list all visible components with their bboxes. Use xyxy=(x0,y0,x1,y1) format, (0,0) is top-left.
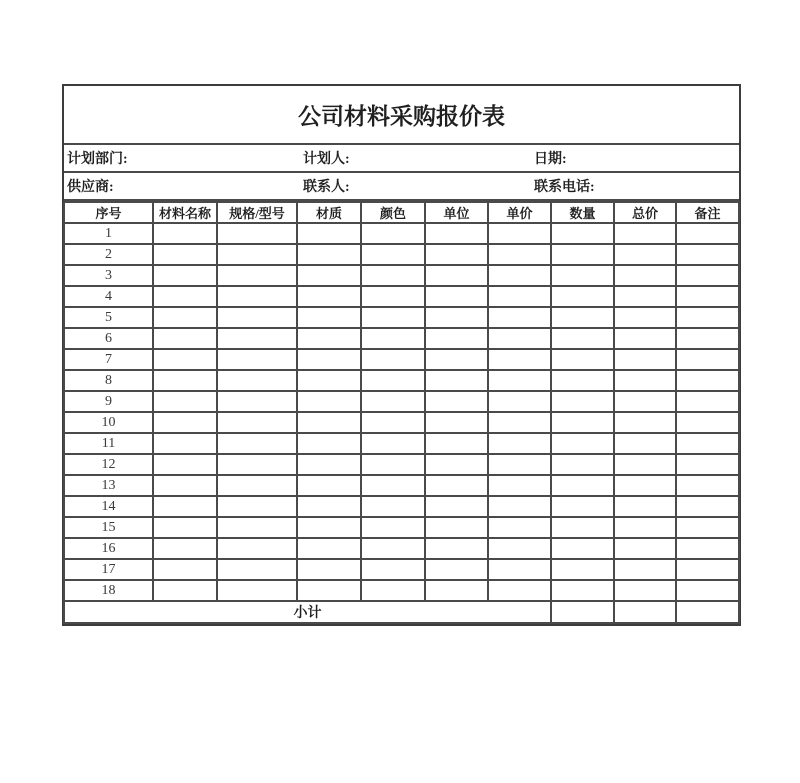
empty-cell xyxy=(614,559,676,580)
empty-cell xyxy=(425,370,488,391)
info-row-plan xyxy=(64,145,739,173)
form-title: 公司材料采购报价表 xyxy=(64,86,739,145)
table-row xyxy=(64,349,739,370)
empty-cell xyxy=(153,538,217,559)
column-header-material-name: 材料名称 xyxy=(153,202,217,223)
empty-cell xyxy=(217,286,297,307)
empty-cell xyxy=(614,328,676,349)
empty-cell xyxy=(297,412,361,433)
empty-cell xyxy=(217,538,297,559)
empty-cell xyxy=(217,580,297,601)
empty-cell xyxy=(361,517,425,538)
empty-cell xyxy=(551,265,614,286)
empty-cell xyxy=(217,433,297,454)
empty-cell xyxy=(153,349,217,370)
empty-cell xyxy=(614,496,676,517)
quotation-form xyxy=(62,84,741,626)
empty-cell xyxy=(297,265,361,286)
empty-cell xyxy=(217,370,297,391)
empty-cell xyxy=(153,370,217,391)
empty-cell xyxy=(676,580,739,601)
empty-cell xyxy=(488,349,551,370)
column-header-serial: 序号 xyxy=(64,202,153,223)
row-number-cell: 6 xyxy=(64,328,153,349)
empty-cell xyxy=(153,265,217,286)
empty-cell xyxy=(676,496,739,517)
empty-cell xyxy=(425,559,488,580)
empty-cell xyxy=(217,307,297,328)
empty-cell xyxy=(551,496,614,517)
empty-cell xyxy=(153,454,217,475)
empty-cell xyxy=(297,286,361,307)
empty-cell xyxy=(488,223,551,244)
empty-cell xyxy=(297,559,361,580)
empty-cell xyxy=(488,328,551,349)
empty-cell xyxy=(614,454,676,475)
empty-cell xyxy=(217,559,297,580)
row-number-cell: 5 xyxy=(64,307,153,328)
empty-cell xyxy=(297,244,361,265)
empty-cell xyxy=(551,580,614,601)
empty-cell xyxy=(297,496,361,517)
empty-cell xyxy=(614,286,676,307)
table-row xyxy=(64,391,739,412)
empty-cell xyxy=(153,475,217,496)
empty-cell xyxy=(551,391,614,412)
empty-cell xyxy=(153,412,217,433)
subtotal-row xyxy=(64,601,739,623)
column-header-unit: 单位 xyxy=(425,202,488,223)
empty-cell xyxy=(217,475,297,496)
items-table xyxy=(63,201,740,624)
row-number-cell: 7 xyxy=(64,349,153,370)
empty-cell xyxy=(488,265,551,286)
empty-cell xyxy=(676,475,739,496)
empty-cell xyxy=(614,307,676,328)
empty-cell xyxy=(297,370,361,391)
empty-cell xyxy=(676,559,739,580)
empty-cell xyxy=(425,454,488,475)
table-row xyxy=(64,433,739,454)
table-body xyxy=(64,223,739,601)
column-header-unit-price: 单价 xyxy=(488,202,551,223)
empty-cell xyxy=(614,349,676,370)
empty-cell xyxy=(676,412,739,433)
empty-cell xyxy=(551,349,614,370)
empty-cell xyxy=(361,454,425,475)
empty-cell xyxy=(488,454,551,475)
subtotal-quantity-cell xyxy=(551,601,614,623)
empty-cell xyxy=(488,244,551,265)
subtotal-label-cell: 小计 xyxy=(64,601,551,623)
empty-cell xyxy=(425,349,488,370)
field-plan-department-label: 计划部门: xyxy=(67,152,128,167)
column-header-total-price: 总价 xyxy=(614,202,676,223)
empty-cell xyxy=(488,307,551,328)
row-number-cell: 16 xyxy=(64,538,153,559)
empty-cell xyxy=(551,328,614,349)
empty-cell xyxy=(488,559,551,580)
empty-cell xyxy=(297,538,361,559)
table-row xyxy=(64,265,739,286)
empty-cell xyxy=(488,517,551,538)
field-contact-person-label: 联系人: xyxy=(303,180,350,195)
empty-cell xyxy=(676,517,739,538)
row-number-cell: 2 xyxy=(64,244,153,265)
empty-cell xyxy=(488,538,551,559)
empty-cell xyxy=(614,517,676,538)
row-number-cell: 3 xyxy=(64,265,153,286)
row-number-cell: 8 xyxy=(64,370,153,391)
empty-cell xyxy=(153,391,217,412)
empty-cell xyxy=(614,538,676,559)
empty-cell xyxy=(297,349,361,370)
empty-cell xyxy=(614,223,676,244)
subtotal-remarks-cell xyxy=(676,601,739,623)
empty-cell xyxy=(676,433,739,454)
empty-cell xyxy=(425,475,488,496)
empty-cell xyxy=(297,475,361,496)
subtotal-total-price-cell xyxy=(614,601,676,623)
empty-cell xyxy=(153,517,217,538)
empty-cell xyxy=(217,517,297,538)
empty-cell xyxy=(614,475,676,496)
empty-cell xyxy=(361,391,425,412)
empty-cell xyxy=(361,433,425,454)
empty-cell xyxy=(297,391,361,412)
empty-cell xyxy=(217,349,297,370)
empty-cell xyxy=(488,475,551,496)
column-header-remarks: 备注 xyxy=(676,202,739,223)
empty-cell xyxy=(676,349,739,370)
empty-cell xyxy=(361,580,425,601)
empty-cell xyxy=(153,433,217,454)
empty-cell xyxy=(153,223,217,244)
empty-cell xyxy=(614,580,676,601)
empty-cell xyxy=(425,265,488,286)
row-number-cell: 17 xyxy=(64,559,153,580)
empty-cell xyxy=(361,286,425,307)
empty-cell xyxy=(425,223,488,244)
table-row xyxy=(64,475,739,496)
row-number-cell: 12 xyxy=(64,454,153,475)
header-row xyxy=(64,202,739,223)
empty-cell xyxy=(425,433,488,454)
empty-cell xyxy=(425,307,488,328)
empty-cell xyxy=(153,286,217,307)
empty-cell xyxy=(217,244,297,265)
row-number-cell: 15 xyxy=(64,517,153,538)
empty-cell xyxy=(425,391,488,412)
empty-cell xyxy=(361,328,425,349)
empty-cell xyxy=(297,223,361,244)
column-header-color: 颜色 xyxy=(361,202,425,223)
empty-cell xyxy=(551,223,614,244)
empty-cell xyxy=(361,559,425,580)
empty-cell xyxy=(614,391,676,412)
empty-cell xyxy=(676,244,739,265)
empty-cell xyxy=(614,433,676,454)
empty-cell xyxy=(217,412,297,433)
empty-cell xyxy=(297,433,361,454)
empty-cell xyxy=(425,538,488,559)
row-number-cell: 18 xyxy=(64,580,153,601)
field-date-label: 日期: xyxy=(534,152,567,167)
empty-cell xyxy=(551,454,614,475)
empty-cell xyxy=(153,559,217,580)
empty-cell xyxy=(488,433,551,454)
empty-cell xyxy=(488,286,551,307)
empty-cell xyxy=(361,370,425,391)
row-number-cell: 4 xyxy=(64,286,153,307)
empty-cell xyxy=(297,580,361,601)
field-planner-label: 计划人: xyxy=(303,152,350,167)
empty-cell xyxy=(551,244,614,265)
empty-cell xyxy=(425,244,488,265)
table-row xyxy=(64,244,739,265)
empty-cell xyxy=(551,559,614,580)
empty-cell xyxy=(676,307,739,328)
empty-cell xyxy=(676,391,739,412)
empty-cell xyxy=(551,286,614,307)
empty-cell xyxy=(297,517,361,538)
empty-cell xyxy=(217,265,297,286)
empty-cell xyxy=(488,580,551,601)
empty-cell xyxy=(425,580,488,601)
empty-cell xyxy=(361,496,425,517)
empty-cell xyxy=(676,370,739,391)
table-row xyxy=(64,370,739,391)
empty-cell xyxy=(153,496,217,517)
empty-cell xyxy=(217,328,297,349)
row-number-cell: 14 xyxy=(64,496,153,517)
empty-cell xyxy=(551,370,614,391)
empty-cell xyxy=(297,328,361,349)
column-header-spec-model: 规格/型号 xyxy=(217,202,297,223)
field-contact-phone-label: 联系电话: xyxy=(534,180,595,195)
field-supplier-label: 供应商: xyxy=(67,180,114,195)
column-header-material: 材质 xyxy=(297,202,361,223)
empty-cell xyxy=(217,391,297,412)
empty-cell xyxy=(488,496,551,517)
empty-cell xyxy=(153,580,217,601)
empty-cell xyxy=(425,412,488,433)
empty-cell xyxy=(297,307,361,328)
empty-cell xyxy=(361,349,425,370)
empty-cell xyxy=(551,538,614,559)
empty-cell xyxy=(551,517,614,538)
table-row xyxy=(64,538,739,559)
empty-cell xyxy=(217,223,297,244)
empty-cell xyxy=(361,265,425,286)
empty-cell xyxy=(676,265,739,286)
empty-cell xyxy=(361,475,425,496)
empty-cell xyxy=(217,496,297,517)
empty-cell xyxy=(551,475,614,496)
table-row xyxy=(64,328,739,349)
table-row xyxy=(64,580,739,601)
empty-cell xyxy=(217,454,297,475)
empty-cell xyxy=(361,244,425,265)
table-row xyxy=(64,496,739,517)
empty-cell xyxy=(361,307,425,328)
empty-cell xyxy=(614,370,676,391)
table-row xyxy=(64,454,739,475)
empty-cell xyxy=(676,286,739,307)
empty-cell xyxy=(153,244,217,265)
empty-cell xyxy=(676,454,739,475)
table-row xyxy=(64,517,739,538)
row-number-cell: 10 xyxy=(64,412,153,433)
empty-cell xyxy=(551,307,614,328)
empty-cell xyxy=(614,244,676,265)
empty-cell xyxy=(361,223,425,244)
info-row-supplier xyxy=(64,173,739,201)
table-row xyxy=(64,286,739,307)
empty-cell xyxy=(488,370,551,391)
empty-cell xyxy=(614,412,676,433)
empty-cell xyxy=(361,412,425,433)
table-row xyxy=(64,223,739,244)
column-header-quantity: 数量 xyxy=(551,202,614,223)
empty-cell xyxy=(297,454,361,475)
row-number-cell: 9 xyxy=(64,391,153,412)
empty-cell xyxy=(361,538,425,559)
row-number-cell: 11 xyxy=(64,433,153,454)
empty-cell xyxy=(551,433,614,454)
empty-cell xyxy=(488,391,551,412)
empty-cell xyxy=(425,517,488,538)
table-row xyxy=(64,307,739,328)
empty-cell xyxy=(676,538,739,559)
row-number-cell: 1 xyxy=(64,223,153,244)
table-row xyxy=(64,559,739,580)
empty-cell xyxy=(676,223,739,244)
empty-cell xyxy=(425,496,488,517)
empty-cell xyxy=(153,307,217,328)
empty-cell xyxy=(153,328,217,349)
empty-cell xyxy=(551,412,614,433)
table-row xyxy=(64,412,739,433)
empty-cell xyxy=(425,286,488,307)
empty-cell xyxy=(488,412,551,433)
empty-cell xyxy=(425,328,488,349)
empty-cell xyxy=(614,265,676,286)
row-number-cell: 13 xyxy=(64,475,153,496)
empty-cell xyxy=(676,328,739,349)
